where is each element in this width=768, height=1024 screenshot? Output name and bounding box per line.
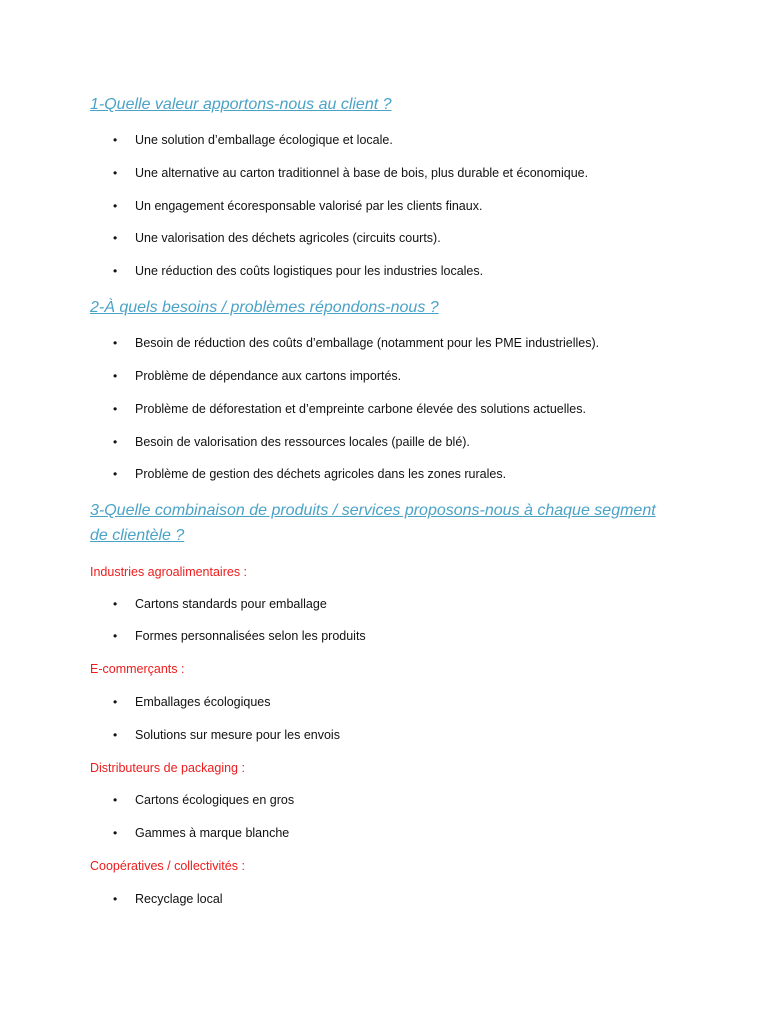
bullet-icon: • <box>113 728 118 742</box>
segment-label: Industries agroalimentaires : <box>90 565 248 579</box>
bullet-icon: • <box>113 467 118 481</box>
list-item-text: Besoin de réduction des coûts d’emballage (notamment pour les PME industrielles). <box>135 336 600 350</box>
list-item-text: Gammes à marque blanche <box>135 826 290 840</box>
list-item-text: Emballages écologiques <box>135 695 271 709</box>
list-item-text: Recyclage local <box>135 892 223 906</box>
section-3-heading-line-1: 3-Quelle combinaison de produits / services proposons-nous à chaque segment <box>90 502 656 519</box>
list-item-text: Un engagement écoresponsable valorisé par les clients finaux. <box>135 199 483 213</box>
bullet-icon: • <box>113 231 118 245</box>
bullet-icon: • <box>113 629 118 643</box>
bullet-icon: • <box>113 435 118 449</box>
segment-label: Coopératives / collectivités : <box>90 859 245 873</box>
segment-label: E-commerçants : <box>90 662 185 676</box>
section-1-heading: 1-Quelle valeur apportons-nous au client ? <box>90 96 392 113</box>
bullet-icon: • <box>113 402 118 416</box>
list-item-text: Problème de gestion des déchets agricoles dans les zones rurales. <box>135 467 507 481</box>
bullet-icon: • <box>113 597 118 611</box>
bullet-icon: • <box>113 264 118 278</box>
section-3-heading <box>90 498 690 548</box>
list-item-text: Formes personnalisées selon les produits <box>135 629 366 643</box>
list-item-text: Problème de déforestation et d’empreinte carbone élevée des solutions actuelles. <box>135 402 586 416</box>
bullet-icon: • <box>113 133 118 147</box>
list-item-text: Une alternative au carton traditionnel à base de bois, plus durable et économique. <box>135 166 589 180</box>
bullet-icon: • <box>113 199 118 213</box>
list-item-text: Une réduction des coûts logistiques pour les industries locales. <box>135 264 484 278</box>
bullet-icon: • <box>113 892 118 906</box>
list-item-text: Problème de dépendance aux cartons importés. <box>135 369 402 383</box>
bullet-icon: • <box>113 826 118 840</box>
list-item-text: Une valorisation des déchets agricoles (circuits courts). <box>135 231 441 245</box>
bullet-icon: • <box>113 166 118 180</box>
bullet-icon: • <box>113 369 118 383</box>
bullet-icon: • <box>113 336 118 350</box>
list-item-text: Besoin de valorisation des ressources locales (paille de blé). <box>135 435 470 449</box>
segment-label: Distributeurs de packaging : <box>90 761 245 775</box>
section-3-heading-line-2: de clientèle ? <box>90 527 185 544</box>
bullet-icon: • <box>113 695 118 709</box>
list-item-text: Cartons écologiques en gros <box>135 793 295 807</box>
section-2-heading: 2-À quels besoins / problèmes répondons-nous ? <box>90 299 439 316</box>
list-item-text: Cartons standards pour emballage <box>135 597 327 611</box>
list-item-text: Solutions sur mesure pour les envois <box>135 728 340 742</box>
list-item-text: Une solution d’emballage écologique et locale. <box>135 133 393 147</box>
bullet-icon: • <box>113 793 118 807</box>
